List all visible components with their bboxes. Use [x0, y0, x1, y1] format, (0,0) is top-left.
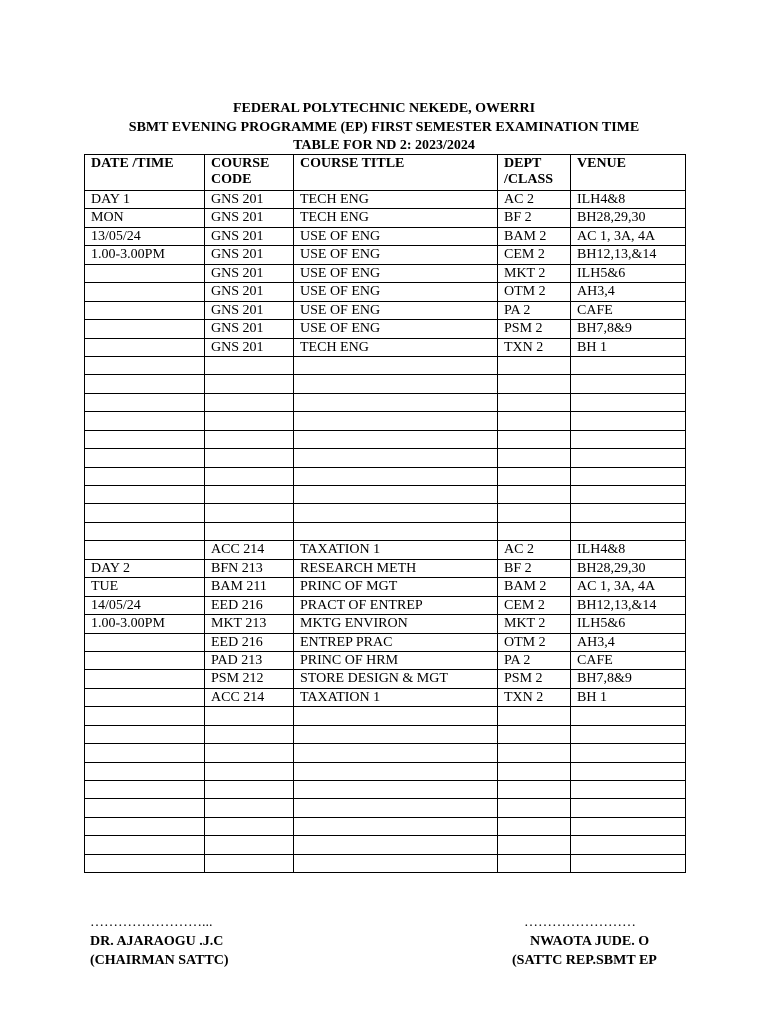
cell-course-title: [294, 486, 498, 504]
cell-course-code: [205, 393, 294, 411]
cell-course-title: TAXATION 1: [294, 541, 498, 559]
cell-date-time: [85, 375, 205, 393]
cell-date-time: [85, 486, 205, 504]
cell-dept-class: [498, 375, 571, 393]
cell-date-time: [85, 264, 205, 282]
cell-venue: [571, 356, 686, 374]
cell-dept-class: [498, 430, 571, 448]
table-row: [85, 246, 686, 264]
cell-course-title: USE OF ENG: [294, 246, 498, 264]
cell-venue: [571, 836, 686, 854]
cell-course-title: [294, 799, 498, 817]
table-row: [85, 412, 686, 430]
cell-venue: BH7,8&9: [571, 320, 686, 338]
cell-venue: [571, 799, 686, 817]
signatory-name-left: DR. AJARAOGU .J.C: [90, 934, 224, 949]
table-row: [85, 817, 686, 835]
cell-course-code: [205, 467, 294, 485]
cell-dept-class: AC 2: [498, 191, 571, 209]
cell-course-code: GNS 201: [205, 191, 294, 209]
cell-venue: BH12,13,&14: [571, 596, 686, 614]
table-row: [85, 596, 686, 614]
table-row: [85, 578, 686, 596]
table-row: [85, 227, 686, 245]
cell-course-title: [294, 762, 498, 780]
cell-date-time: [85, 781, 205, 799]
table-row: [85, 486, 686, 504]
table-row: [85, 799, 686, 817]
table-row: [85, 854, 686, 872]
cell-course-title: MKTG ENVIRON: [294, 615, 498, 633]
cell-course-code: [205, 707, 294, 725]
cell-dept-class: [498, 854, 571, 872]
cell-course-code: [205, 744, 294, 762]
table-body: [85, 191, 686, 873]
cell-venue: BH 1: [571, 688, 686, 706]
cell-date-time: [85, 651, 205, 669]
cell-dept-class: [498, 781, 571, 799]
cell-date-time: [85, 504, 205, 522]
cell-dept-class: BF 2: [498, 559, 571, 577]
cell-course-code: GNS 201: [205, 320, 294, 338]
cell-course-code: [205, 375, 294, 393]
signature-block-left: [90, 913, 229, 970]
cell-date-time: [85, 356, 205, 374]
cell-course-code: [205, 486, 294, 504]
cell-date-time: TUE: [85, 578, 205, 596]
cell-course-title: [294, 412, 498, 430]
cell-date-time: [85, 854, 205, 872]
cell-course-code: PSM 212: [205, 670, 294, 688]
cell-course-code: BAM 211: [205, 578, 294, 596]
cell-course-code: [205, 817, 294, 835]
cell-dept-class: [498, 762, 571, 780]
cell-venue: [571, 393, 686, 411]
cell-dept-class: PSM 2: [498, 670, 571, 688]
cell-venue: ILH5&6: [571, 615, 686, 633]
cell-course-title: [294, 817, 498, 835]
cell-dept-class: [498, 356, 571, 374]
cell-course-code: [205, 522, 294, 540]
table-row: [85, 449, 686, 467]
cell-dept-class: [498, 412, 571, 430]
cell-course-title: TECH ENG: [294, 191, 498, 209]
cell-date-time: [85, 522, 205, 540]
cell-course-title: PRACT OF ENTREP: [294, 596, 498, 614]
cell-date-time: [85, 541, 205, 559]
table-row: [85, 744, 686, 762]
cell-date-time: 1.00-3.00PM: [85, 615, 205, 633]
document-subtitle-2: TABLE FOR ND 2: 2023/2024: [293, 138, 475, 153]
cell-venue: BH7,8&9: [571, 670, 686, 688]
cell-venue: BH28,29,30: [571, 209, 686, 227]
cell-dept-class: OTM 2: [498, 633, 571, 651]
cell-course-title: USE OF ENG: [294, 301, 498, 319]
cell-dept-class: [498, 799, 571, 817]
cell-course-code: [205, 781, 294, 799]
cell-venue: [571, 744, 686, 762]
table-row: [85, 393, 686, 411]
table-row: [85, 615, 686, 633]
cell-course-title: [294, 467, 498, 485]
cell-course-code: GNS 201: [205, 301, 294, 319]
cell-course-title: USE OF ENG: [294, 227, 498, 245]
cell-course-title: TAXATION 1: [294, 688, 498, 706]
cell-course-title: TECH ENG: [294, 209, 498, 227]
cell-course-code: [205, 799, 294, 817]
cell-venue: AC 1, 3A, 4A: [571, 227, 686, 245]
cell-date-time: [85, 467, 205, 485]
cell-course-code: [205, 430, 294, 448]
table-row: [85, 504, 686, 522]
cell-dept-class: OTM 2: [498, 283, 571, 301]
signature-block-right: [512, 913, 657, 970]
cell-date-time: 1.00-3.00PM: [85, 246, 205, 264]
cell-venue: [571, 467, 686, 485]
cell-course-title: [294, 854, 498, 872]
signatory-role-right: (SATTC REP.SBMT EP: [512, 953, 657, 968]
cell-venue: CAFE: [571, 301, 686, 319]
cell-course-code: GNS 201: [205, 283, 294, 301]
cell-venue: [571, 817, 686, 835]
signature-line-left: ……………………...: [90, 915, 213, 930]
cell-course-code: MKT 213: [205, 615, 294, 633]
cell-date-time: [85, 799, 205, 817]
column-header-venue: VENUE: [571, 155, 686, 191]
cell-venue: [571, 449, 686, 467]
table-row: [85, 651, 686, 669]
cell-course-title: USE OF ENG: [294, 320, 498, 338]
cell-date-time: [85, 670, 205, 688]
cell-venue: AC 1, 3A, 4A: [571, 578, 686, 596]
cell-venue: [571, 504, 686, 522]
cell-venue: [571, 854, 686, 872]
column-header-course-title: COURSE TITLE: [294, 155, 498, 191]
cell-course-code: GNS 201: [205, 246, 294, 264]
table-row: [85, 338, 686, 356]
cell-venue: AH3,4: [571, 283, 686, 301]
cell-course-code: [205, 762, 294, 780]
signatory-name-right: NWAOTA JUDE. O: [530, 934, 650, 949]
cell-course-title: [294, 781, 498, 799]
cell-dept-class: PA 2: [498, 301, 571, 319]
cell-venue: [571, 375, 686, 393]
table-row: [85, 356, 686, 374]
cell-course-title: [294, 744, 498, 762]
cell-venue: [571, 781, 686, 799]
cell-course-code: [205, 854, 294, 872]
cell-date-time: 14/05/24: [85, 596, 205, 614]
cell-date-time: [85, 393, 205, 411]
cell-date-time: [85, 688, 205, 706]
cell-date-time: [85, 707, 205, 725]
cell-venue: ILH4&8: [571, 191, 686, 209]
cell-venue: [571, 762, 686, 780]
exam-timetable: [84, 154, 686, 873]
cell-course-code: ACC 214: [205, 688, 294, 706]
cell-venue: AH3,4: [571, 633, 686, 651]
cell-dept-class: MKT 2: [498, 615, 571, 633]
cell-course-title: USE OF ENG: [294, 264, 498, 282]
cell-course-title: [294, 836, 498, 854]
cell-dept-class: [498, 467, 571, 485]
cell-course-code: [205, 836, 294, 854]
cell-date-time: [85, 320, 205, 338]
cell-venue: [571, 430, 686, 448]
cell-venue: ILH5&6: [571, 264, 686, 282]
table-row: [85, 762, 686, 780]
cell-dept-class: BAM 2: [498, 578, 571, 596]
table-row: [85, 559, 686, 577]
cell-dept-class: [498, 744, 571, 762]
cell-course-code: [205, 356, 294, 374]
cell-course-code: GNS 201: [205, 227, 294, 245]
cell-course-title: TECH ENG: [294, 338, 498, 356]
cell-dept-class: PSM 2: [498, 320, 571, 338]
cell-venue: [571, 707, 686, 725]
cell-course-code: BFN 213: [205, 559, 294, 577]
cell-date-time: [85, 836, 205, 854]
cell-dept-class: TXN 2: [498, 688, 571, 706]
cell-course-title: STORE DESIGN & MGT: [294, 670, 498, 688]
cell-dept-class: [498, 707, 571, 725]
cell-course-title: [294, 449, 498, 467]
cell-dept-class: BAM 2: [498, 227, 571, 245]
table-row: [85, 670, 686, 688]
cell-date-time: [85, 817, 205, 835]
cell-course-code: ACC 214: [205, 541, 294, 559]
cell-dept-class: [498, 836, 571, 854]
cell-date-time: DAY 2: [85, 559, 205, 577]
cell-course-code: PAD 213: [205, 651, 294, 669]
cell-dept-class: BF 2: [498, 209, 571, 227]
cell-dept-class: [498, 817, 571, 835]
cell-dept-class: PA 2: [498, 651, 571, 669]
cell-venue: CAFE: [571, 651, 686, 669]
cell-date-time: [85, 633, 205, 651]
cell-course-title: PRINC OF HRM: [294, 651, 498, 669]
cell-course-title: [294, 707, 498, 725]
cell-course-title: USE OF ENG: [294, 283, 498, 301]
table-row: [85, 522, 686, 540]
table-row: [85, 467, 686, 485]
table-row: [85, 725, 686, 743]
table-row: [85, 541, 686, 559]
cell-dept-class: TXN 2: [498, 338, 571, 356]
cell-date-time: [85, 744, 205, 762]
cell-date-time: [85, 283, 205, 301]
cell-course-code: GNS 201: [205, 338, 294, 356]
document-title: FEDERAL POLYTECHNIC NEKEDE, OWERRI: [232, 101, 536, 116]
table-row: [85, 283, 686, 301]
cell-venue: [571, 412, 686, 430]
table-row: [85, 301, 686, 319]
table-row: [85, 209, 686, 227]
cell-date-time: [85, 449, 205, 467]
table-row: [85, 707, 686, 725]
table-row: [85, 688, 686, 706]
cell-course-code: GNS 201: [205, 209, 294, 227]
cell-dept-class: [498, 486, 571, 504]
cell-date-time: [85, 725, 205, 743]
cell-course-code: [205, 449, 294, 467]
cell-course-title: [294, 393, 498, 411]
cell-date-time: [85, 338, 205, 356]
signature-line-right: ……………………: [524, 915, 636, 930]
cell-course-code: EED 216: [205, 596, 294, 614]
table-row: [85, 191, 686, 209]
cell-dept-class: CEM 2: [498, 596, 571, 614]
cell-venue: [571, 486, 686, 504]
cell-course-title: [294, 430, 498, 448]
cell-dept-class: AC 2: [498, 541, 571, 559]
column-header-date-time: DATE /TIME: [85, 155, 205, 191]
cell-date-time: [85, 762, 205, 780]
cell-dept-class: [498, 522, 571, 540]
cell-date-time: [85, 430, 205, 448]
cell-dept-class: [498, 449, 571, 467]
cell-course-title: [294, 356, 498, 374]
cell-date-time: [85, 301, 205, 319]
table-row: [85, 264, 686, 282]
table-row: [85, 633, 686, 651]
cell-dept-class: [498, 393, 571, 411]
cell-course-code: [205, 504, 294, 522]
cell-dept-class: CEM 2: [498, 246, 571, 264]
cell-venue: ILH4&8: [571, 541, 686, 559]
cell-course-title: [294, 375, 498, 393]
cell-course-code: GNS 201: [205, 264, 294, 282]
cell-dept-class: [498, 504, 571, 522]
column-header-dept-class: DEPT /CLASS: [498, 155, 571, 191]
cell-course-title: RESEARCH METH: [294, 559, 498, 577]
cell-date-time: 13/05/24: [85, 227, 205, 245]
table-row: [85, 375, 686, 393]
column-header-course-code: COURSE CODE: [205, 155, 294, 191]
cell-venue: [571, 522, 686, 540]
document-subtitle: SBMT EVENING PROGRAMME (EP) FIRST SEMESTER EXAMINATION TIME: [128, 120, 640, 135]
cell-venue: BH 1: [571, 338, 686, 356]
cell-dept-class: [498, 725, 571, 743]
table-row: [85, 430, 686, 448]
signatory-role-left: (CHAIRMAN SATTC): [90, 953, 229, 968]
cell-date-time: [85, 412, 205, 430]
cell-date-time: DAY 1: [85, 191, 205, 209]
table-row: [85, 320, 686, 338]
cell-course-code: [205, 725, 294, 743]
table-row: [85, 781, 686, 799]
table-header-row: [85, 155, 686, 191]
cell-course-title: [294, 504, 498, 522]
cell-venue: BH12,13,&14: [571, 246, 686, 264]
cell-venue: BH28,29,30: [571, 559, 686, 577]
cell-course-code: EED 216: [205, 633, 294, 651]
cell-venue: [571, 725, 686, 743]
cell-course-title: [294, 522, 498, 540]
cell-date-time: MON: [85, 209, 205, 227]
cell-dept-class: MKT 2: [498, 264, 571, 282]
table-row: [85, 836, 686, 854]
cell-course-title: PRINC OF MGT: [294, 578, 498, 596]
cell-course-code: [205, 412, 294, 430]
cell-course-title: [294, 725, 498, 743]
cell-course-title: ENTREP PRAC: [294, 633, 498, 651]
